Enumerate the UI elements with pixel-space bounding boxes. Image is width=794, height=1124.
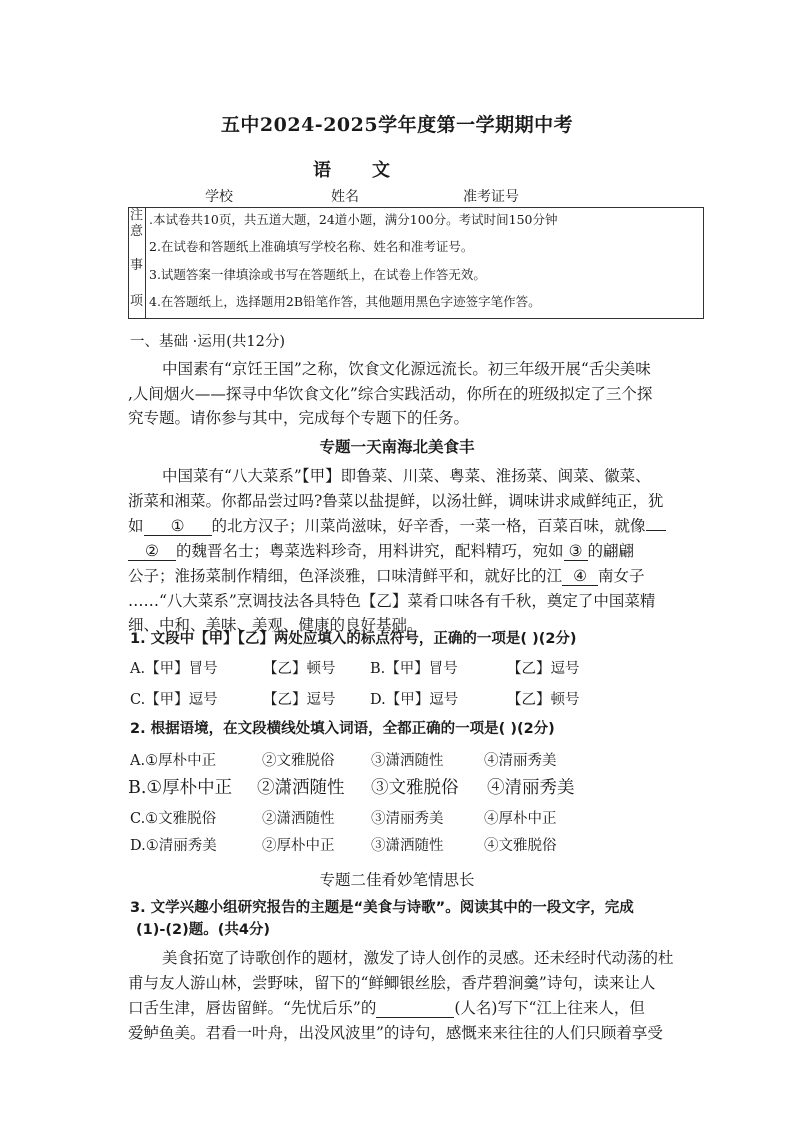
blank-2-start bbox=[646, 530, 666, 531]
q2-option-a-2: ②文雅脱俗 bbox=[262, 753, 335, 769]
q2-option-d-3: ③潇洒随性 bbox=[371, 838, 444, 854]
intro-line-3: 究专题。请你参与其中，完成每个专题下的任务。 bbox=[128, 409, 470, 427]
q1-option-b: B.【甲】冒号 bbox=[370, 661, 458, 677]
notes-label-char: 项 bbox=[130, 294, 144, 309]
note-item-4: 4.在答题纸上，选择题用2B铅笔作答，其他题用黑色字迹签字笔作答。 bbox=[149, 294, 541, 309]
subject-char-1: 语 bbox=[313, 160, 331, 181]
blank-4: ④ bbox=[562, 567, 598, 586]
q2-option-d-2: ②厚朴中正 bbox=[262, 838, 335, 854]
passage-text: 南女子 bbox=[598, 567, 645, 585]
q1-option-d: D.【甲】逗号 bbox=[370, 692, 459, 708]
q3-stem-line-1: 3. 文学兴趣小组研究报告的主题是“美食与诗歌”。阅读其中的一段文字，完成 bbox=[130, 900, 634, 916]
blank-1: ① bbox=[144, 517, 212, 536]
q1-option-d-second: 【乙】顿号 bbox=[507, 692, 580, 708]
passage-text: 的魏晋名士；粤菜选料珍奇，用料讲究，配料精巧，宛如 bbox=[176, 542, 564, 560]
q2-option-d-1: D.①清丽秀美 bbox=[130, 838, 217, 854]
passage-text: 如 bbox=[128, 517, 144, 535]
notes-box bbox=[128, 207, 704, 319]
q3-passage-line bbox=[128, 996, 645, 1018]
note-item-1: .本试卷共10页，共五道大题，24道小题，满分100分。考试时间150分钟 bbox=[149, 212, 558, 227]
q1-option-c-second: 【乙】逗号 bbox=[263, 692, 336, 708]
passage-line bbox=[128, 564, 645, 586]
person-name-blank bbox=[376, 999, 454, 1018]
q1-option-b-second: 【乙】逗号 bbox=[507, 661, 580, 677]
q2-option-c-2: ②潇洒随性 bbox=[262, 811, 335, 827]
q3-passage-line: 美食拓宽了诗歌创作的题材，激发了诗人创作的灵感。还未经时代动荡的杜 bbox=[162, 949, 674, 967]
exam-id-field-label: 准考证号 bbox=[463, 189, 519, 205]
note-item-2: 2.在试卷和答题纸上准确填写学校名称、姓名和准考证号。 bbox=[149, 239, 474, 254]
q3-stem-line-2: (1)-(2)题。(共4分) bbox=[136, 922, 271, 938]
q1-option-c: C.【甲】逗号 bbox=[130, 692, 218, 708]
passage-line bbox=[128, 539, 634, 561]
section-heading: 一、基础 ·运用(共12分) bbox=[130, 334, 285, 350]
notes-label-char: 意 bbox=[130, 224, 144, 239]
q2-option-a-4: ④清丽秀美 bbox=[484, 753, 557, 769]
q2-option-d-4: ④文雅脱俗 bbox=[484, 838, 557, 854]
q2-option-a-3: ③潇洒随性 bbox=[371, 753, 444, 769]
passage-line: 中国菜有“八大菜系”【甲】即鲁菜、川菜、粤菜、淮扬菜、闽菜、徽菜、 bbox=[162, 467, 651, 485]
passage-line bbox=[128, 514, 666, 536]
q2-option-c-3: ③清丽秀美 bbox=[371, 811, 444, 827]
notes-label-char: 事 bbox=[130, 258, 144, 273]
q2-option-b-3: ③文雅脱俗 bbox=[371, 778, 459, 798]
q2-option-b-2: ②潇洒随性 bbox=[257, 778, 345, 798]
q1-option-a-second: 【乙】顿号 bbox=[263, 661, 336, 677]
q1-stem: 1. 文段中【甲】【乙】两处应填入的标点符号，正确的一项是( )(2分) bbox=[130, 631, 577, 647]
blank-3: ③ bbox=[564, 542, 588, 561]
passage-text: 的北方汉子；川菜尚滋味，好辛香，一菜一格，百菜百味，就像 bbox=[211, 517, 646, 535]
notes-label-char: 注 bbox=[130, 208, 144, 223]
q2-option-c-4: ④厚朴中正 bbox=[484, 811, 557, 827]
passage-text: 公子；淮扬菜制作精细，色泽淡雅，口味清鲜平和，就好比的江 bbox=[128, 567, 563, 585]
exam-title: 五中2024-2025学年度第一学期期中考 bbox=[220, 114, 574, 136]
intro-line-1: 中国素有“京饪王国”之称，饮食文化源远流长。初三年级开展“舌尖美味 bbox=[162, 360, 651, 378]
q2-stem: 2. 根据语境，在文段横线处填入词语，全都正确的一项是( )(2分) bbox=[130, 721, 555, 737]
notes-label bbox=[129, 208, 146, 318]
subject-char-2: 文 bbox=[372, 160, 390, 181]
passage-line: 浙菜和湘菜。你都品尝过吗?鲁菜以盐提鲜，以汤壮鲜，调味讲求咸鲜纯正，犹 bbox=[128, 492, 664, 510]
passage-text: 口舌生津，唇齿留鲜。“先忧后乐”的 bbox=[128, 999, 377, 1017]
blank-2: ② bbox=[128, 542, 176, 561]
school-field-label: 学校 bbox=[205, 189, 233, 205]
intro-line-2: ,人间烟火——探寻中华饮食文化”综合实践活动，你所在的班级拟定了三个探 bbox=[128, 385, 653, 403]
passage-line: ……“八大菜系”烹调技法各具特色【乙】菜肴口味各有千秋，奠定了中国菜精 bbox=[128, 592, 656, 610]
q2-option-a-1: A.①厚朴中正 bbox=[130, 753, 217, 769]
topic1-title: 专题一天南海北美食丰 bbox=[319, 437, 475, 456]
name-field-label: 姓名 bbox=[331, 189, 359, 205]
q2-option-b-1: B.①厚朴中正 bbox=[128, 778, 233, 798]
passage-text: 的翩翩 bbox=[587, 542, 635, 560]
q3-passage-line: 爱鲈鱼美。君看一叶舟，出没风波里”的诗句，感慨来来往往的人们只顾着享受 bbox=[128, 1024, 663, 1042]
passage-text: (人名)写下“江上往来人，但 bbox=[454, 999, 645, 1017]
note-item-3: 3.试题答案一律填涂或书写在答题纸上，在试卷上作答无效。 bbox=[149, 267, 486, 282]
q3-passage-line: 甫与友人游山林，尝野味，留下的“鲜鲫银丝脍，香芹碧涧羹”诗句，读来让人 bbox=[128, 974, 656, 992]
q1-option-a: A.【甲】冒号 bbox=[130, 661, 218, 677]
q2-option-c-1: C.①文雅脱俗 bbox=[130, 811, 217, 827]
topic2-title: 专题二佳肴妙笔情思长 bbox=[319, 871, 475, 889]
passage-line: 细、中和、美味、美观、健康的良好基础。 bbox=[128, 616, 423, 634]
q2-option-b-4: ④清丽秀美 bbox=[487, 778, 575, 798]
